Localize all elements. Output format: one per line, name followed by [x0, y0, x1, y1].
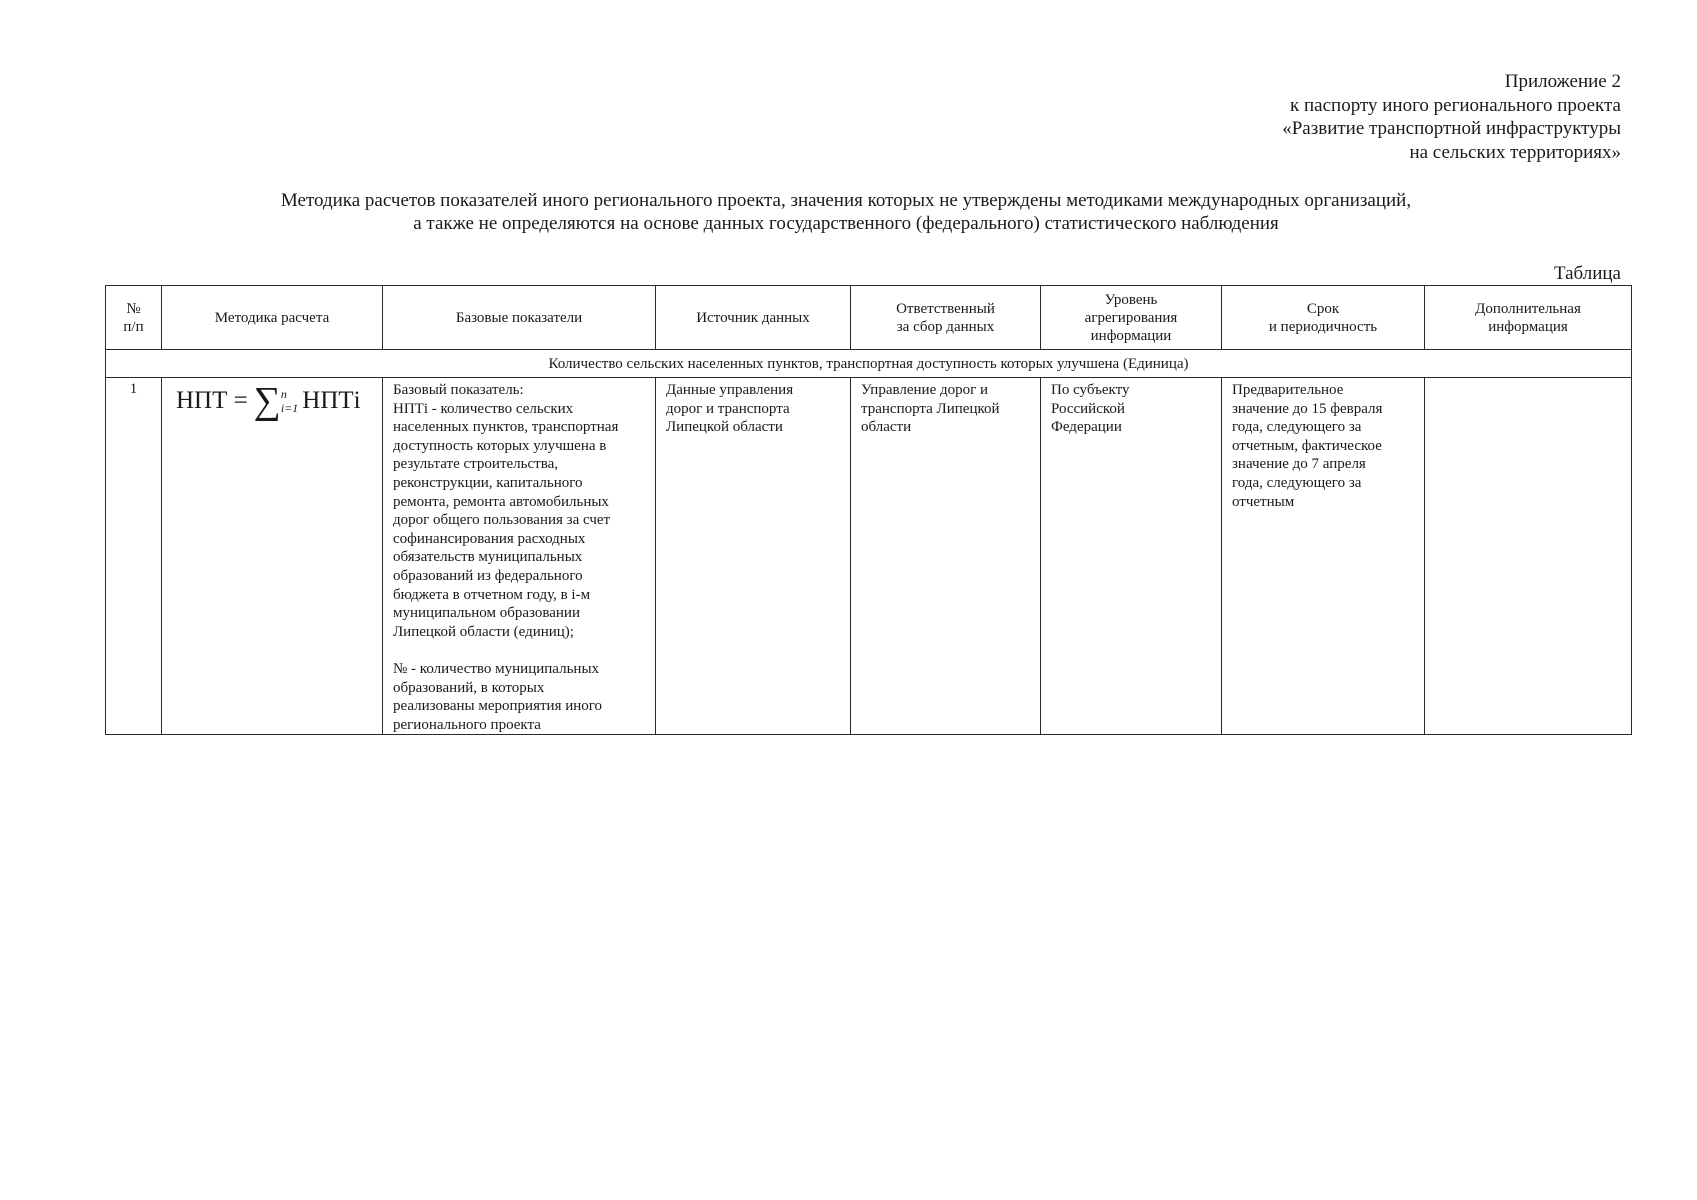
- text-line: отчетным: [1232, 493, 1295, 510]
- header-method: [162, 286, 383, 350]
- document-title: [150, 189, 1542, 235]
- base-indicators-text: [383, 378, 655, 734]
- section-title: Количество сельских населенных пунктов, транспортная доступность которых улучшена (Единица): [106, 350, 1632, 378]
- text-line: значение до 15 февраля: [1232, 400, 1383, 417]
- appendix-line: к паспорту иного регионального проекта: [1290, 94, 1621, 116]
- text-line: Базовый показатель:: [393, 382, 524, 398]
- header-text: Уровень: [1104, 291, 1158, 308]
- sum-lower: i=1: [280, 401, 299, 415]
- text-line: населенных пунктов, транспортная: [393, 419, 619, 436]
- methodology-table: [105, 285, 1632, 735]
- header-number: [106, 286, 162, 350]
- header-source: [656, 286, 851, 350]
- text-line: года, следующего за: [1232, 474, 1362, 491]
- aggregation-text: [1041, 378, 1221, 437]
- section-row: [106, 350, 1632, 378]
- text-line: НПТi - количество сельских: [393, 400, 574, 417]
- header-text: и периодичность: [1268, 318, 1378, 335]
- text-line: реконструкции, капитального: [393, 474, 583, 491]
- text-line: Липецкой области (единиц);: [393, 623, 574, 640]
- text-line: Российской: [1051, 400, 1125, 417]
- text-line: регионального проекта: [393, 716, 541, 733]
- period-text: [1222, 378, 1424, 511]
- text-gap: [393, 641, 649, 660]
- cell-formula: [162, 378, 383, 735]
- row-number: 1: [129, 381, 138, 397]
- sum-limits: [281, 387, 298, 415]
- text-line: дорог общего пользования за счет: [393, 512, 611, 529]
- text-line: ремонта, ремонта автомобильных: [393, 493, 609, 510]
- text-line: области: [861, 419, 912, 436]
- sum-upper: n: [280, 387, 287, 401]
- text-line: дорог и транспорта: [666, 400, 790, 417]
- header-text: Методика расчета: [214, 309, 330, 326]
- appendix-line: «Развитие транспортной инфраструктуры: [1282, 118, 1621, 139]
- appendix-header: [1282, 70, 1621, 164]
- text-line: Предварительное: [1232, 382, 1344, 398]
- header-text: Дополнительная: [1475, 300, 1581, 317]
- text-line: Управление дорог и: [861, 382, 989, 398]
- header-text: информация: [1488, 318, 1568, 335]
- header-text: за сбор данных: [896, 318, 995, 335]
- text-line: обязательств муниципальных: [393, 549, 583, 566]
- text-line: транспорта Липецкой: [861, 400, 1000, 417]
- header-base-indicators: [383, 286, 656, 350]
- header-text: агрегирования: [1084, 309, 1178, 326]
- cell-source: [656, 378, 851, 735]
- text-line: образований из федерального: [393, 567, 583, 584]
- text-line: года, следующего за: [1232, 419, 1362, 436]
- text-line: Липецкой области: [666, 419, 783, 436]
- text-line: отчетным, фактическое: [1232, 437, 1382, 454]
- header-aggregation: [1041, 286, 1222, 350]
- cell-base-indicators: [383, 378, 656, 735]
- text-line: По субъекту: [1051, 382, 1130, 398]
- title-line: Методика расчетов показателей иного регионального проекта, значения которых не утверждены методиками международных организаций,: [280, 190, 1412, 211]
- header-text: Срок: [1306, 300, 1340, 317]
- header-text: п/п: [123, 318, 144, 335]
- text-line: бюджета в отчетном году, в i-м: [393, 586, 591, 603]
- source-text: [656, 378, 850, 437]
- formula-lhs: НПТ =: [176, 386, 248, 414]
- title-line: а также не определяются на основе данных государственного (федерального) статистического наблюдения: [413, 213, 1279, 234]
- text-line: Федерации: [1051, 419, 1122, 436]
- cell-responsible: [851, 378, 1041, 735]
- table-header-row: [106, 286, 1632, 350]
- text-line: доступность которых улучшена в: [393, 437, 607, 454]
- text-line: образований, в которых: [393, 679, 545, 696]
- formula-rhs: НПТi: [302, 386, 361, 414]
- table-row: [106, 378, 1632, 735]
- cell-number: [106, 378, 162, 735]
- header-text: информации: [1090, 327, 1172, 344]
- cell-additional: [1425, 378, 1632, 735]
- additional-text: [1425, 378, 1631, 381]
- text-line: реализованы мероприятия иного: [393, 698, 603, 715]
- text-line: софинансирования расходных: [393, 530, 586, 547]
- text-line: № - количество муниципальных: [393, 660, 600, 677]
- header-text: Базовые показатели: [455, 309, 583, 326]
- header-text: Источник данных: [696, 309, 810, 326]
- text-line: результате строительства,: [393, 456, 558, 473]
- table-label: Таблица: [1553, 263, 1621, 284]
- appendix-line: на сельских территориях»: [1409, 141, 1621, 163]
- text-line: Данные управления: [666, 382, 794, 398]
- header-period: [1222, 286, 1425, 350]
- formula: [162, 378, 382, 422]
- sigma-symbol: ∑: [253, 380, 281, 422]
- cell-aggregation: [1041, 378, 1222, 735]
- cell-period: [1222, 378, 1425, 735]
- text-line: значение до 7 апреля: [1232, 456, 1366, 473]
- responsible-text: [851, 378, 1040, 437]
- header-responsible: [851, 286, 1041, 350]
- appendix-line: Приложение 2: [1504, 71, 1621, 92]
- header-text: Ответственный: [896, 300, 995, 317]
- text-line: муниципальном образовании: [393, 605, 580, 622]
- header-text: №: [126, 300, 141, 317]
- header-additional: [1425, 286, 1632, 350]
